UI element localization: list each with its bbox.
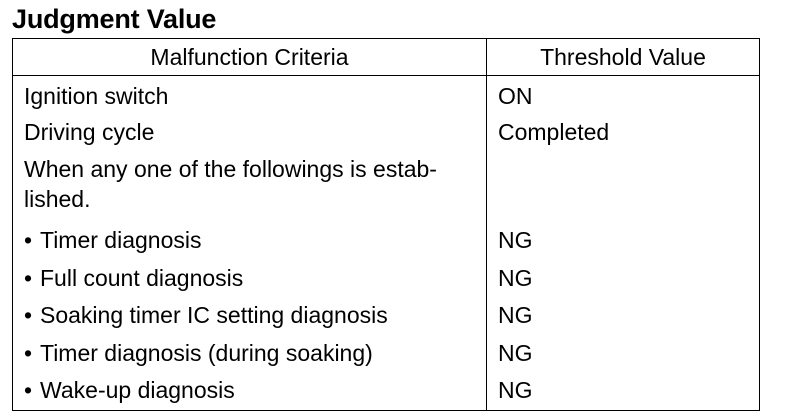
table-row: [13, 260, 760, 298]
table-row: [13, 151, 760, 222]
criteria-text: Wake-up diagnosis: [40, 377, 235, 403]
section-title: Judgment Value: [12, 4, 217, 34]
criteria-cell: [13, 222, 487, 260]
bullet-icon: •: [24, 339, 33, 366]
criteria-cell: When any one of the followings is estab- lished.: [13, 151, 487, 222]
threshold-cell: NG: [487, 260, 760, 298]
criteria-text: Timer diagnosis (during soaking): [40, 339, 373, 366]
criteria-cell: [13, 260, 487, 298]
judgment-value-table: [12, 38, 760, 411]
threshold-cell: Completed: [487, 114, 760, 152]
table-row: [13, 76, 760, 114]
header-threshold-value: Threshold Value: [487, 39, 760, 76]
bullet-icon: •: [24, 302, 33, 328]
threshold-cell: NG: [487, 335, 760, 373]
criteria-cell: Ignition switch: [13, 76, 487, 114]
table-row: [13, 297, 760, 335]
criteria-text: Full count diagnosis: [40, 264, 244, 291]
threshold-cell: ON: [487, 76, 760, 114]
threshold-cell: NG: [487, 297, 760, 335]
bullet-icon: •: [24, 227, 33, 253]
header-malfunction-criteria: Malfunction Criteria: [13, 39, 487, 76]
table-header-row: [13, 39, 760, 76]
threshold-cell: NG: [487, 222, 760, 260]
criteria-cell: Driving cycle: [13, 114, 487, 152]
criteria-cell: [13, 372, 487, 410]
criteria-text: Soaking timer IC setting diagnosis: [40, 302, 388, 328]
bullet-icon: •: [24, 377, 33, 403]
threshold-cell: [487, 151, 760, 222]
table-row: [13, 114, 760, 152]
bullet-icon: •: [24, 264, 33, 291]
criteria-cell: [13, 335, 487, 373]
table-row: [13, 222, 760, 260]
threshold-cell: NG: [487, 372, 760, 410]
table-row: [13, 335, 760, 373]
table-row: [13, 372, 760, 410]
criteria-cell: [13, 297, 487, 335]
criteria-text: Timer diagnosis: [40, 227, 202, 253]
